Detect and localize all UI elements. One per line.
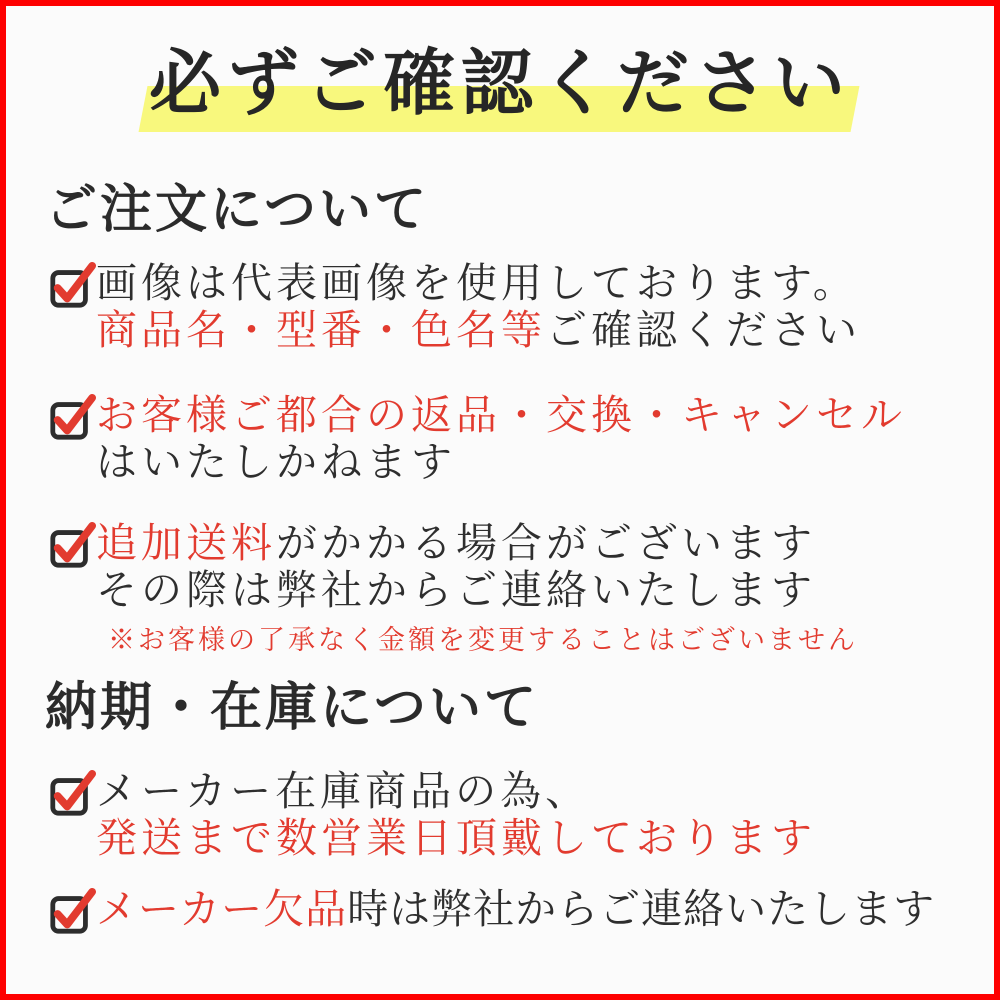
item-line-text: ご確認ください xyxy=(546,307,861,353)
item-line-emphasis: 追加送料 xyxy=(96,520,276,566)
item-text xyxy=(96,886,935,933)
item-text xyxy=(96,520,858,656)
item-line xyxy=(96,768,816,815)
item-text xyxy=(96,392,906,486)
list-item-no-returns xyxy=(48,392,906,486)
item-text xyxy=(96,260,861,354)
list-item-representative-image xyxy=(48,260,861,354)
item-text xyxy=(96,768,816,862)
section-heading-stock: 納期・在庫について xyxy=(45,680,539,737)
item-line xyxy=(96,886,935,933)
item-line xyxy=(96,392,906,439)
item-line-emphasis: 商品名・型番・色名等 xyxy=(96,307,546,353)
item-line-text: はいたしかねます xyxy=(96,439,456,485)
item-line-text: 時は弊社からご連絡いたします xyxy=(347,886,936,932)
item-line-emphasis: 発送まで数営業日頂戴しております xyxy=(96,815,816,861)
item-line xyxy=(96,520,858,567)
item-line-emphasis: お客様ご都合の返品・交換・キャンセル xyxy=(96,392,906,438)
list-item-extra-shipping xyxy=(48,520,858,656)
item-line xyxy=(96,815,816,862)
checkbox-icon xyxy=(48,888,96,936)
item-line-text: その際は弊社からご連絡いたします xyxy=(96,567,816,613)
checkbox-icon xyxy=(48,262,96,310)
item-line-text: がかかる場合がございます xyxy=(276,520,816,566)
item-line xyxy=(96,307,861,354)
item-line-text: 画像は代表画像を使用しております。 xyxy=(96,260,858,306)
checkbox-icon xyxy=(48,394,96,442)
checkbox-icon xyxy=(48,522,96,570)
item-line xyxy=(96,439,906,486)
item-line-text: メーカー在庫商品の為、 xyxy=(96,768,591,814)
checkbox-icon xyxy=(48,770,96,818)
page-title: 必ずご確認ください xyxy=(148,44,851,124)
section-heading-orders: ご注文について xyxy=(45,182,429,239)
item-line xyxy=(96,260,861,307)
item-line xyxy=(96,567,858,614)
list-item-maker-shortage xyxy=(48,886,935,936)
item-note: ※お客様の了承なく金額を変更することはございません xyxy=(108,625,858,655)
item-line-emphasis: メーカー欠品 xyxy=(96,886,348,932)
list-item-maker-stock xyxy=(48,768,816,862)
